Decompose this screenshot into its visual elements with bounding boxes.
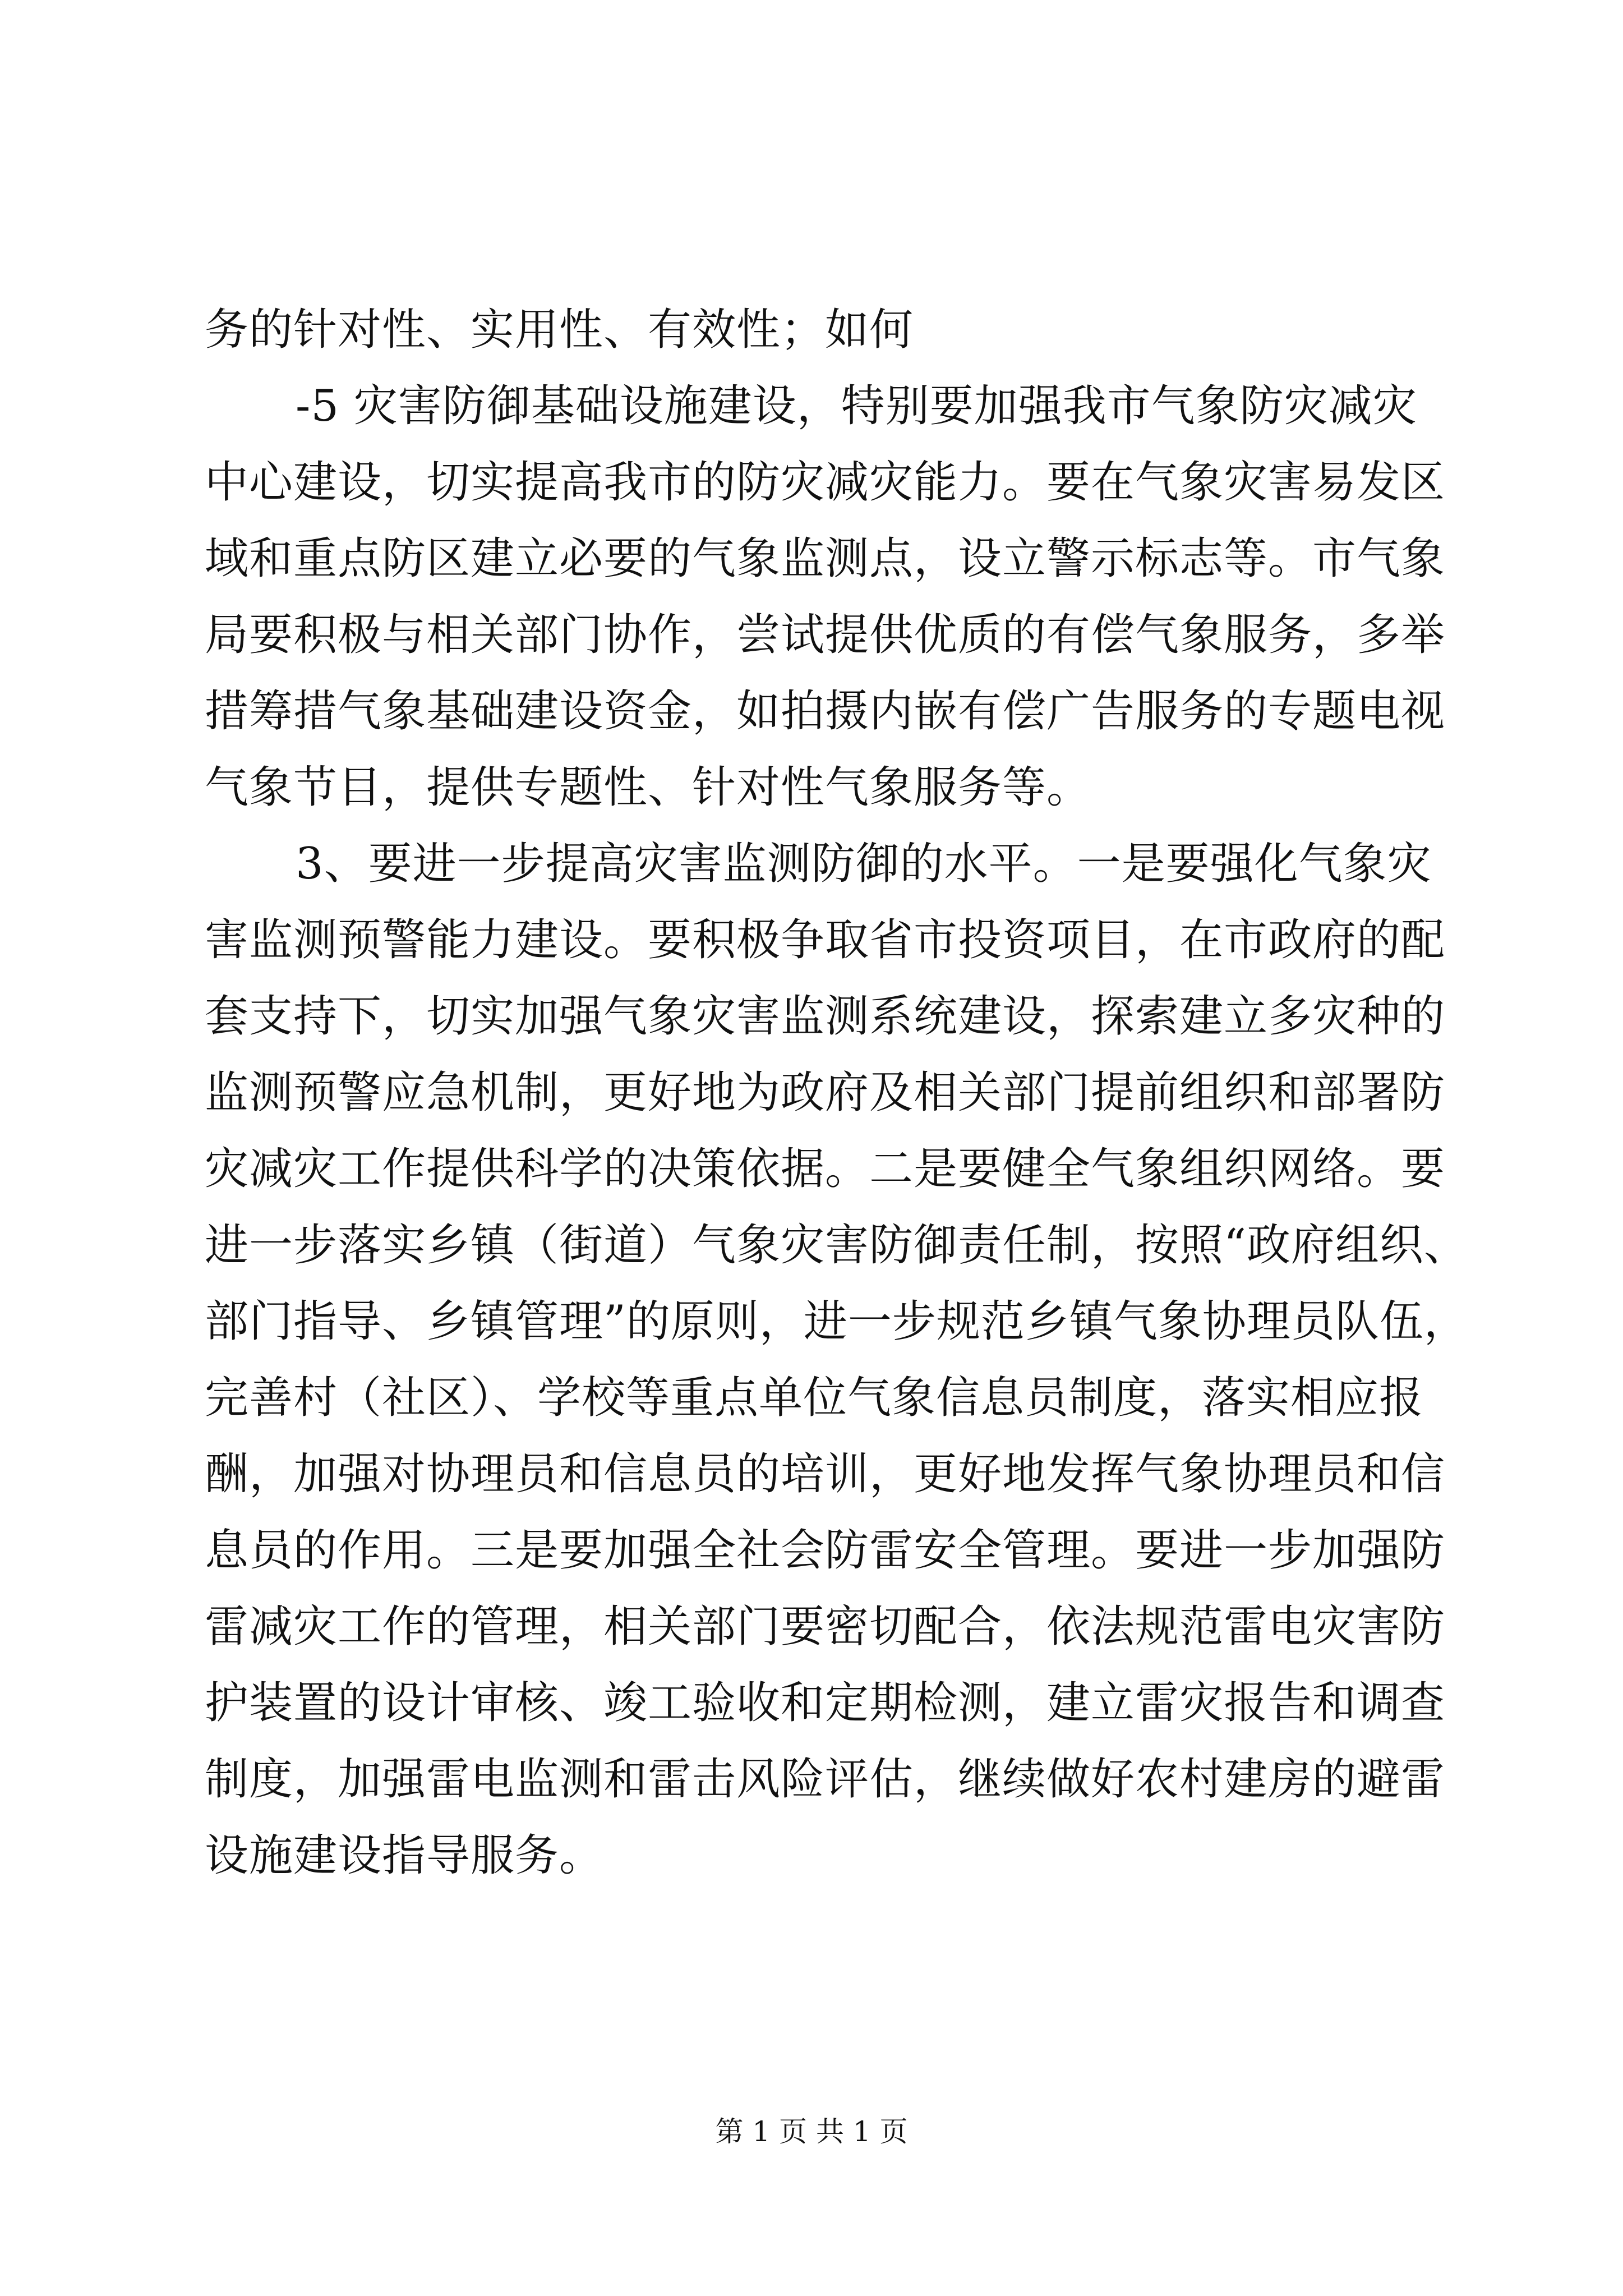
text-line: 气象节目，提供专题性、针对性气象服务等。 (205, 762, 1091, 813)
text-line: 域和重点防区建立必要的气象监测点，设立警示标志等。市气象 (205, 533, 1446, 584)
page-footer: 第 1 页 共 1 页 (715, 2115, 908, 2148)
document-body (205, 292, 1468, 1894)
text-line: 雷减灾工作的管理，相关部门要密切配合，依法规范雷电灾害防 (205, 1602, 1446, 1652)
text-line: 中心建设，切实提高我市的防灾减灾能力。要在气象灾害易发区 (205, 457, 1446, 508)
text-line: 局要积极与相关部门协作，尝试提供优质的有偿气象服务，多举 (205, 610, 1446, 660)
text-line: 完善村（社区）、学校等重点单位气象信息员制度，落实相应报 (205, 1373, 1424, 1423)
text-line: 进一步落实乡镇（街道）气象灾害防御责任制，按照“政府组织、 (205, 1220, 1468, 1271)
text-line: 害监测预警能力建设。要积极争取省市投资项目，在市政府的配 (205, 915, 1446, 965)
text-line: 监测预警应急机制，更好地为政府及相关部门提前组织和部署防 (205, 1068, 1446, 1118)
text-line: 息员的作用。三是要加强全社会防雷安全管理。要进一步加强防 (205, 1525, 1446, 1576)
text-line: 护装置的设计审核、竣工验收和定期检测，建立雷灾报告和调查 (205, 1678, 1446, 1728)
text-line: 酬，加强对协理员和信息员的培训，更好地发挥气象协理员和信 (205, 1449, 1446, 1499)
text-line: 措筹措气象基础建设资金，如拍摄内嵌有偿广告服务的专题电视 (205, 686, 1446, 737)
text-line: 务的针对性、实用性、有效性；如何 (205, 305, 914, 355)
text-line: -5 灾害防御基础设施建设，特别要加强我市气象防灾减灾 (296, 381, 1417, 431)
text-line: 灾减灾工作提供科学的决策依据。二是要健全气象组织网络。要 (205, 1144, 1446, 1194)
text-line: 设施建设指导服务。 (205, 1830, 604, 1881)
text-line: 制度，加强雷电监测和雷击风险评估，继续做好农村建房的避雷 (205, 1754, 1446, 1805)
text-line: 3、要进一步提高灾害监测防御的水平。一是要强化气象灾 (296, 839, 1432, 889)
text-line: 套支持下，切实加强气象灾害监测系统建设，探索建立多灾种的 (205, 991, 1446, 1042)
text-line: 部门指导、乡镇管理”的原则，进一步规范乡镇气象协理员队伍， (205, 1296, 1468, 1347)
